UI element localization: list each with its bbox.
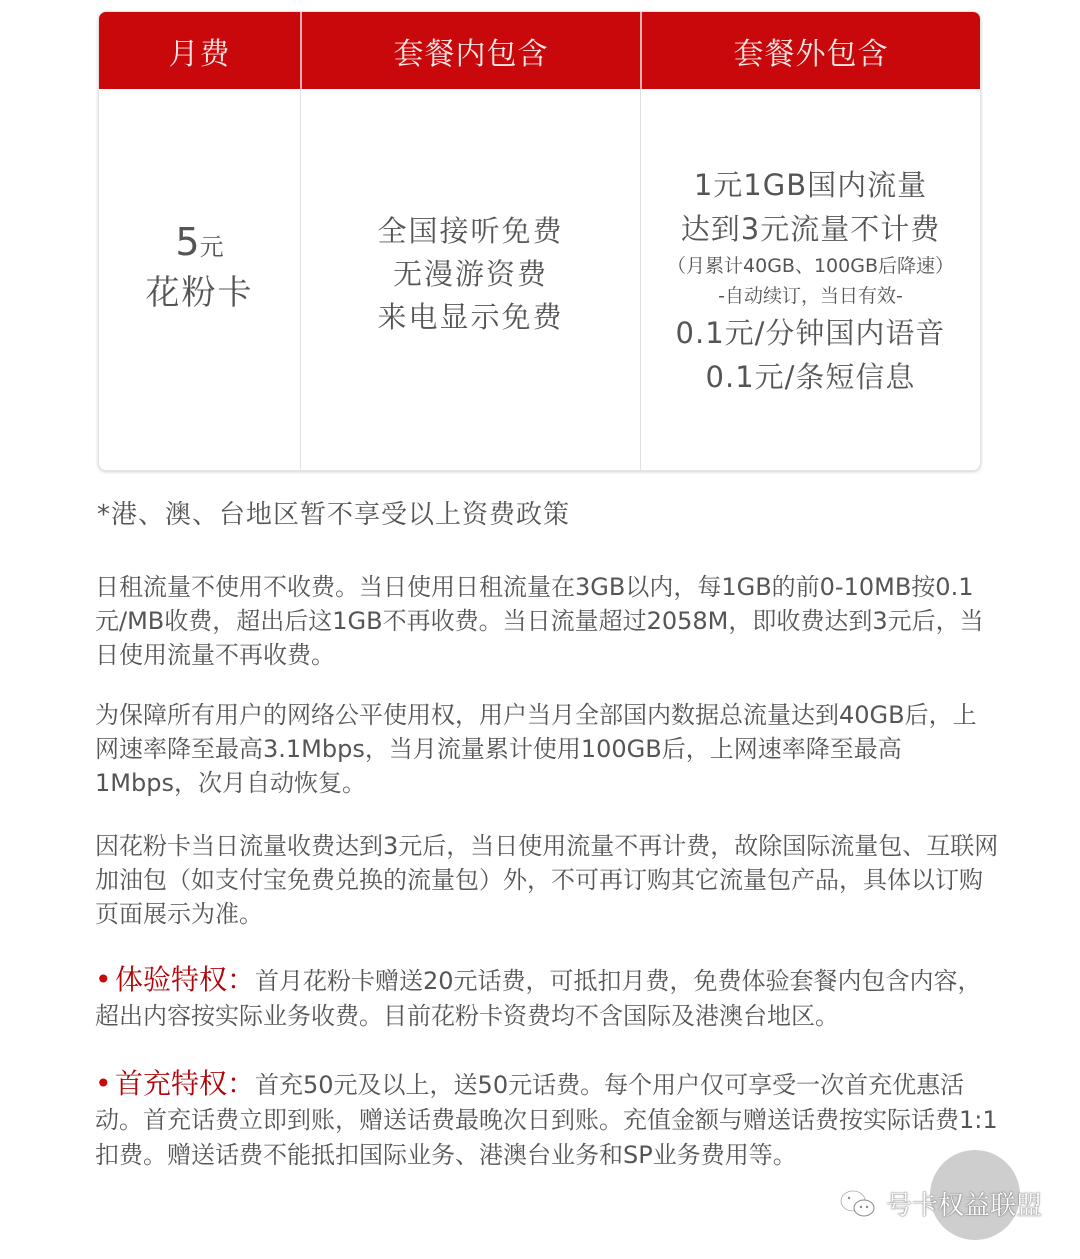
privilege-first-recharge <box>95 1066 1000 1173</box>
privilege-label: 首充特权： <box>115 1067 256 1100</box>
region-note: *港、澳、台地区暂不享受以上资费政策 <box>97 500 571 530</box>
watermark <box>838 1185 1042 1222</box>
bullet-icon: • <box>95 963 112 996</box>
cell-included <box>300 89 640 470</box>
included-item: 无漫游资费 <box>392 257 548 291</box>
header-included: 套餐内包含 <box>300 12 640 89</box>
excluded-item: 0.1元/条短信息 <box>705 359 916 394</box>
included-item: 全国接听免费 <box>377 214 564 248</box>
excluded-item: 1元1GB国内流量 <box>693 167 928 202</box>
header-monthly-fee: 月费 <box>168 36 231 72</box>
cell-excluded <box>640 89 980 470</box>
paragraph-daily-data: 日租流量不使用不收费。当日使用日租流量在3GB以内，每1GB的前0-10MB按0.1元/MB收费，超出后这1GB不再收费。当日流量超过2058M，即收费达到3元后，当日使用流量不再收费。 <box>95 573 984 669</box>
cell-monthly-fee <box>99 89 300 470</box>
privilege-text: 首充50元及以上，送50元话费。每个用户仅可享受一次首充优惠活动。首充话费立即到账，赠送话费最晚次日到账。充值金额与赠送话费按实际话费1:1扣费。赠送话费不能抵扣国际业务、港澳台业务和SP业务费用等。 <box>95 1071 998 1169</box>
header-excluded: 套餐外包含 <box>640 12 980 89</box>
privilege-label: 体验特权： <box>115 963 256 996</box>
privilege-text: 首月花粉卡赠送20元话费，可抵扣月费，免费体验套餐内包含内容，超出内容按实际业务收费。目前花粉卡资费均不含国际及港澳台地区。 <box>95 967 982 1030</box>
wechat-icon <box>838 1188 878 1220</box>
table-body <box>99 89 980 470</box>
included-item: 来电显示免费 <box>377 300 564 334</box>
privilege-trial <box>95 962 1000 1034</box>
paragraph-speed-limit: 为保障所有用户的网络公平使用权，用户当月全部国内数据总流量达到40GB后，上网速率降至最高3.1Mbps，当月流量累计使用100GB后，上网速率降至最高1Mbps，次月自动恢复。 <box>95 701 977 797</box>
excluded-item: 达到3元流量不计费 <box>680 211 941 246</box>
price <box>175 219 223 270</box>
excluded-item: 0.1元/分钟国内语音 <box>675 315 946 350</box>
pricing-table <box>98 11 981 471</box>
bullet-icon: • <box>95 1067 112 1100</box>
paragraph-data-packs: 因花粉卡当日流量收费达到3元后，当日使用流量不再计费，故除国际流量包、互联网加油包（如支付宝免费兑换的流量包）外，不可再订购其它流量包产品，具体以订购页面展示为准。 <box>95 832 999 928</box>
excluded-item: -自动续订，当日有效- <box>718 284 903 307</box>
price-unit: 元 <box>199 233 224 261</box>
watermark-text: 号卡权益联盟 <box>886 1191 1043 1221</box>
excluded-item: （月累计40GB、100GB后降速） <box>667 254 954 277</box>
table-header <box>99 12 980 89</box>
card-name: 花粉卡 <box>145 273 254 313</box>
price-value: 5 <box>175 220 200 264</box>
